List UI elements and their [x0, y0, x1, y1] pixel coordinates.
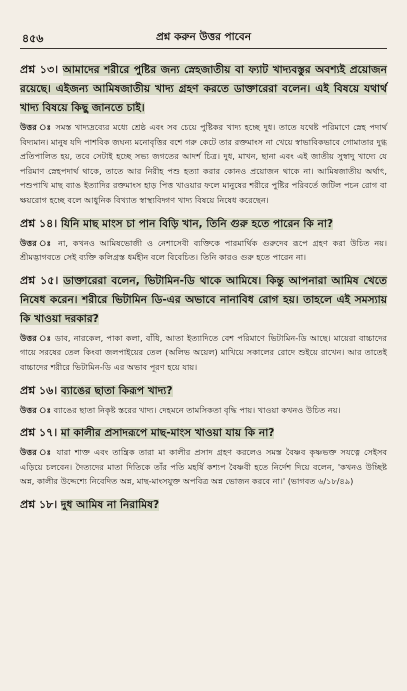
answer-label: উত্তর ঃ	[20, 447, 53, 458]
answer-label: উত্তর ঃ	[20, 404, 52, 415]
answer-14	[20, 236, 387, 265]
question-16	[20, 381, 387, 401]
question-text: আমাদের শরীরে পুষ্টির জন্য স্নেহজাতীয় বা ফ্যাট খাদ্যবস্তুর অবশ্যই প্রয়োজন রয়েছে। এইজন্য আমিষজাতীয় খাদ্য গ্রহণ করতে ডাক্তারেরা বলেন। এই বিষয়ে যথার্থ খাদ্য বিষয়ে কিছু জানতে চাই।	[20, 64, 387, 114]
question-text: ব্যাঙের ছাতা কিরূপ খাদ্য?	[60, 384, 173, 397]
question-17	[20, 423, 387, 443]
answer-13	[20, 120, 387, 208]
question-label: প্রশ্ন ১৮।	[20, 497, 58, 511]
question-13	[20, 60, 387, 118]
page-header	[0, 30, 407, 46]
question-text: মা কালীর প্রসাদরূপে মাছ-মাংস খাওয়া যায় কি না?	[60, 427, 275, 440]
answer-label: উত্তর ঃ	[20, 332, 52, 343]
answer-17	[20, 445, 387, 489]
question-text: যিনি মাছ মাংস চা পান বিড়ি খান, তিনি গুরু হতে পারেন কি না?	[60, 217, 334, 230]
header-rule	[20, 48, 387, 49]
question-label: প্রশ্ন ১৫।	[20, 273, 59, 287]
qa-content	[20, 60, 387, 517]
question-label: প্রশ্ন ১৩।	[20, 63, 59, 76]
running-title: প্রশ্ন করুন উত্তর পাবেন	[155, 31, 252, 43]
answer-text: সমস্ত খাদ্যদ্রব্যের মধ্যে শ্রেষ্ঠ এবং সব চেয়ে পুষ্টিকর খাদ্য হচ্ছে দুধ। তাতে যথেষ্ট পরিমাণে স্নেহ পদার্থ বিদ্যমান। মানুষ যদি পাশবিক জঘন্য মনোবৃত্তির বশে গরু কেটে তার রক্তমাংস না খেয়ে স্বাভাবিকভাবে গোমাতার দুগ্ধ প্রতিপালিত হয়, তবে সেটাই হচ্ছে সভ্য জগতের আদর্শ চিত্র। দুধ, মাখন, ছানা এবং এই জাতীয় সুস্বাদু খাদ্যে যে পরিমাণ স্নেহপদার্থ থাকে, তাতে আর নিরীহ পশু হত্যা করার কোনও প্রয়োজন থাকে না। আমিষজাতীয় অর্থাৎ, পশুপাখি মাছ ব্যাঙ ইত্যাদির রক্তমাংস হাড় পিত্ত খাওয়ার ফলে মানুষের শরীরে পুষ্টির পরিবর্তে জটিল পচন রোগ বা ক্ষয়রোগ হচ্ছে বলে আধুনিক বিখ্যাত স্বাস্থ্যবিদ্গণ খাদ্য বিষয়ে নিষেধ করেছেন।	[20, 122, 388, 205]
answer-text: ব্যাঙের ছাতা নিকৃষ্ট স্তরের খাদ্য। দেহমনে তামসিকতা বৃদ্ধি পায়। খাওয়া কখনও উচিত নয়।	[53, 404, 341, 415]
answer-15	[20, 331, 387, 375]
question-15	[20, 271, 387, 329]
answer-text: যারা শাক্ত এবং তান্ত্রিক তারা মা কালীর প্রসাদ গ্রহণ করলেও সমস্ত বৈষ্ণব কৃষ্ণভক্ত সযত্নে সেইসব এড়িয়ে চলবেন। দৈত্যদের মাতা দিতিকে তাঁর পতি মহর্ষি কশ্যপ বৈষ্ণবী হতে নির্দেশ দিয়ে বলেন, 'কখনও উচ্ছিষ্ট অন্ন, কালীর উদ্দেশ্যে নিবেদিত অন্ন, মাছ-মাংসযুক্ত অপবিত্র অন্ন ভোজন করবে না।' (ভাগবত ৬/১৮/৪৯)	[20, 447, 388, 487]
question-label: প্রশ্ন ১৬।	[20, 383, 58, 397]
question-text: দুধ আমিষ না নিরামিষ?	[60, 498, 160, 511]
question-label: প্রশ্ন ১৪।	[20, 216, 58, 230]
answer-label: উত্তর ঃ	[20, 122, 52, 132]
question-text: ডাক্তারেরা বলেন, ভিটামিন-ডি থাকে আমিষে। কিন্তু আপনারা আমিষ খেতে নিষেধ করেন। শরীরে ভিটামিন ডি-এর অভাবে নানাবিধ রোগ হয়। তাহলে এই সমস্যায় কি খাওয়া দরকার?	[20, 274, 387, 325]
answer-16	[20, 403, 387, 418]
question-14	[20, 214, 387, 234]
page-number: ৪৫৬	[22, 32, 44, 45]
answer-label: উত্তর ঃ	[20, 237, 54, 248]
question-label: প্রশ্ন ১৭।	[20, 426, 58, 440]
answer-text: না, কখনও আমিষভোজী ও নেশাসেবী ব্যক্তিকে পারমার্থিক গুরুদেব রূপে গ্রহণ করা উচিত নয়। শ্রীমদ্ভাগবতে সেই ব্যক্তি কলিগ্রস্ত ধর্মহীন বলে বিবেচিত। তিনি কারও গুরু হতে পারেন না।	[20, 237, 387, 263]
answer-text: ডাব, নারকেল, পাকা কলা, বাঁধি, আতা ইত্যাদিতে বেশ পরিমাণে ভিটামিন-ডি আছে। মায়েরা বাচ্চাদের গায়ে সরষের তেল কিংবা জলপাইয়ের তেল (অলিভ অয়েল) মাখিয়ে সকালের রোদে শুইয়ে রাখেন। আর তাতেই বাচ্চাদের শরীরে ভিটামিন-ডি এর অভাব পূরণ হয়ে যায়।	[20, 332, 387, 372]
question-18	[20, 495, 387, 515]
